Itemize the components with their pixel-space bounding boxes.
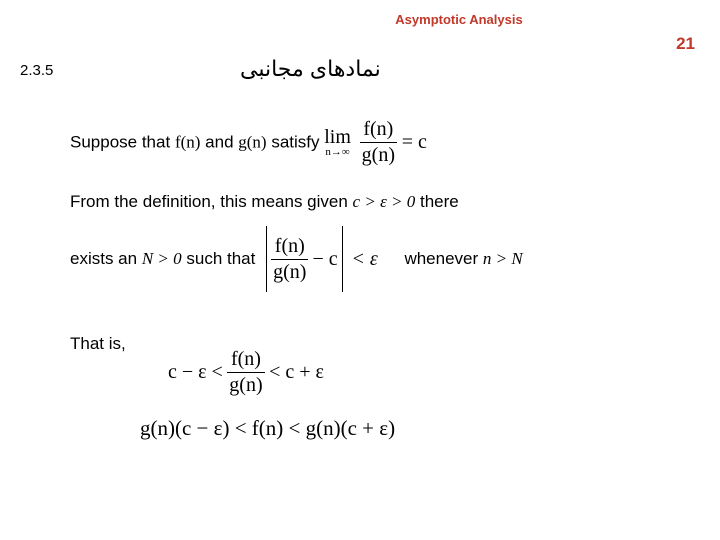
text-such-that: such that [186, 249, 256, 268]
inequality-product: g(n)(c − ε) < f(n) < g(n)(c + ε) [140, 416, 396, 440]
definition-line-1 [70, 118, 427, 167]
page-number: 21 [676, 34, 695, 53]
definition-line-3 [70, 226, 523, 292]
text-that-is: That is, [70, 334, 126, 353]
inequality-ratio [168, 348, 324, 397]
text-suppose: Suppose that [70, 132, 171, 152]
fraction-denominator: g(n) [361, 144, 395, 166]
section-number: 2.3.5 [20, 62, 54, 79]
limit-operator [324, 127, 351, 158]
inequality-right: < c + ε [269, 361, 324, 383]
ratio-fraction [271, 235, 308, 284]
less-than-eps: < ε [351, 247, 378, 270]
math-n-cond: n > N [482, 249, 523, 268]
text-there: there [419, 192, 459, 211]
text-satisfy: satisfy [271, 132, 320, 152]
ratio-fraction [227, 348, 264, 397]
definition-line-2 [70, 192, 459, 212]
ratio-fraction [360, 118, 397, 167]
minus-c: − c [312, 247, 338, 270]
math-gn: g(n) [238, 132, 267, 152]
text-and: and [205, 132, 234, 152]
math-fn: f(n) [174, 132, 201, 152]
section-title: نمادهای مجانبی [240, 56, 381, 81]
absolute-value [266, 226, 342, 292]
math-N-cond: N > 0 [141, 249, 182, 268]
fraction-numerator: f(n) [363, 118, 394, 140]
math-c-eps-cond: c > ε > 0 [352, 192, 416, 211]
limit-word: lim [324, 126, 351, 148]
inequality-left: c − ε < [168, 361, 223, 383]
fraction-numerator: f(n) [274, 234, 305, 257]
fraction-denominator: g(n) [229, 374, 263, 396]
equals-c: = c [401, 131, 427, 153]
header-title: Asymptotic Analysis [395, 12, 523, 27]
fraction-numerator: f(n) [230, 348, 261, 370]
text-exists: exists an [70, 249, 138, 268]
limit-subscript: n→∞ [325, 146, 350, 158]
text-whenever: whenever [404, 249, 479, 268]
fraction-denominator: g(n) [273, 260, 307, 283]
text-from-definition: From the definition, this means given [70, 192, 348, 211]
